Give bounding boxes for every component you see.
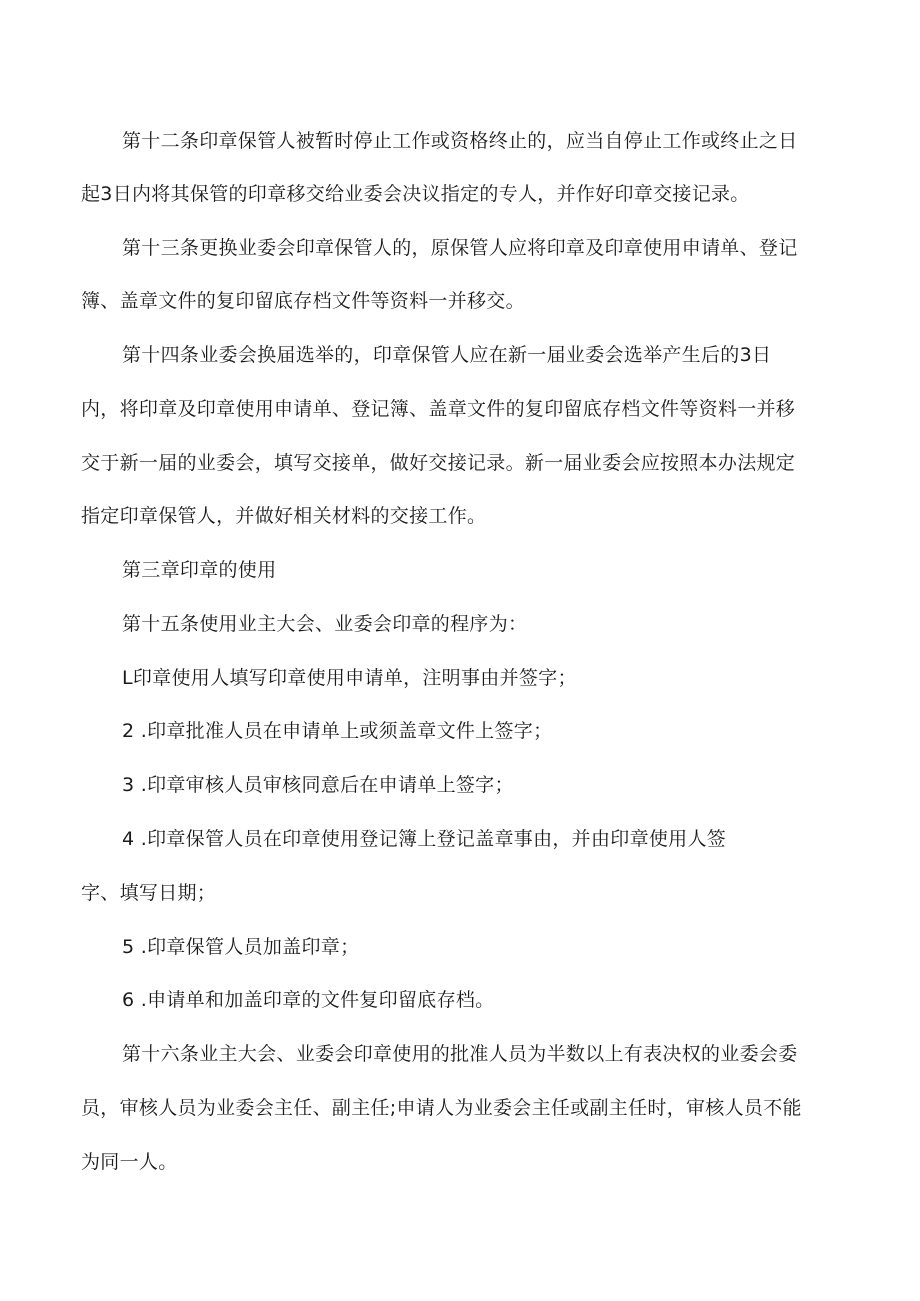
article-15-step-3: 3 .印章审核人员审核同意后在申请单上签字； [122,774,514,796]
article-15-step-5: 5 .印章保管人员加盖印章； [122,936,360,958]
article-15-step-1: L印章使用人填写印章使用申请单，注明事由并签字； [122,667,577,689]
article-16-line-1: 第十六条业主大会、业委会印章使用的批准人员为半数以上有表决权的业委会委 [122,1043,798,1065]
article-13-line-1: 第十三条更换业委会印章保管人的，原保管人应将印章及印章使用申请单、登记 [122,237,798,259]
article-12-line-1: 第十二条印章保管人被暂时停止工作或资格终止的，应当自停止工作或终止之日 [122,130,798,152]
article-13-line-2: 簿、盖章文件的复印留底存档文件等资料一并移交。 [81,290,525,312]
article-14-line-3: 交于新一届的业委会，填写交接单，做好交接记录。新一届业委会应按照本办法规定 [81,452,796,474]
article-14-line-4: 指定印章保管人，并做好相关材料的交接工作。 [81,505,487,527]
article-16-line-3: 为同一人。 [81,1151,178,1173]
article-16-line-2: 员，审核人员为业委会主任、副主任;申请人为业委会主任或副主任时，审核人员不能 [81,1097,802,1119]
article-12-line-2: 起3日内将其保管的印章移交给业委会决议指定的专人，并作好印章交接记录。 [81,183,750,205]
article-14-line-1: 第十四条业委会换届选举的，印章保管人应在新一届业委会选举产生后的3日 [122,344,772,366]
article-15-intro: 第十五条使用业主大会、业委会印章的程序为： [122,613,528,635]
article-15-step-2: 2 .印章批准人员在申请单上或须盖章文件上签字； [122,720,553,742]
article-15-step-4-line-2: 字、填写日期； [81,882,217,904]
article-15-step-6: 6 .申请单和加盖印章的文件复印留底存档。 [122,989,495,1011]
article-14-line-2: 内，将印章及印章使用申请单、登记簿、盖章文件的复印留底存档文件等资料一并移 [81,398,796,420]
chapter-3-title: 第三章印章的使用 [122,559,277,581]
article-15-step-4-line-1: 4 .印章保管人员在印章使用登记簿上登记盖章事由，并由印章使用人签 [122,828,727,850]
